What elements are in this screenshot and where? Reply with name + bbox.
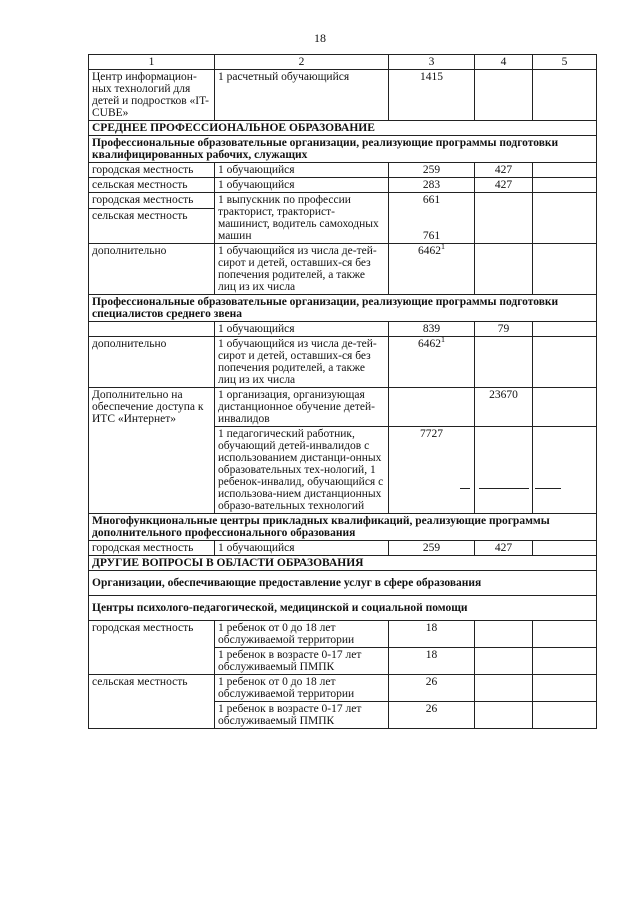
unit-cell: 1 обучающийся bbox=[215, 178, 389, 193]
table-row bbox=[89, 244, 597, 295]
empty-cell bbox=[475, 244, 533, 295]
value-cell bbox=[389, 244, 475, 295]
area-city: городская местность bbox=[89, 193, 214, 209]
empty-cell bbox=[389, 388, 475, 427]
value-cell: 259 bbox=[389, 163, 475, 178]
empty-cell bbox=[475, 70, 533, 121]
table-row bbox=[89, 675, 597, 702]
unit-cell: 1 организация, организующая дистанционное обучение детей-инвалидов bbox=[215, 388, 389, 427]
empty-cell bbox=[533, 178, 597, 193]
area-cell: городская местность bbox=[89, 163, 215, 178]
unit-cell: 1 ребенок в возрасте 0-17 лет обслуживаемый ПМПК bbox=[215, 702, 389, 729]
header-col-3: 3 bbox=[389, 55, 475, 70]
empty-cell bbox=[533, 163, 597, 178]
value-cell: 18 bbox=[389, 648, 475, 675]
table-row bbox=[89, 541, 597, 556]
empty-cell bbox=[533, 388, 597, 427]
unit-cell: 1 расчетный обучающийся bbox=[215, 70, 389, 121]
subsection-row bbox=[89, 596, 597, 621]
value-city: 661 bbox=[422, 194, 441, 206]
empty-cell bbox=[533, 322, 597, 337]
value-cell: 427 bbox=[475, 541, 533, 556]
empty-cell bbox=[475, 337, 533, 388]
empty-cell bbox=[533, 337, 597, 388]
subsection-heading: Многофункциональные центры прикладных квалификаций, реализующие программы дополнительного профессионального образования bbox=[89, 514, 597, 541]
subsection-row bbox=[89, 136, 597, 163]
footnote-mark: 1 bbox=[441, 335, 445, 345]
subsection-row bbox=[89, 295, 597, 322]
table-row bbox=[89, 337, 597, 388]
value-cell: 1415 bbox=[389, 70, 475, 121]
value-cell-split bbox=[389, 193, 475, 244]
unit-cell: 1 обучающийся bbox=[215, 163, 389, 178]
subsection-heading: Центры психолого-педагогической, медицинской и социальной помощи bbox=[89, 596, 597, 621]
value-cell bbox=[389, 427, 475, 514]
empty-cell bbox=[533, 193, 597, 244]
unit-cell: 1 ребенок от 0 до 18 лет обслуживаемой территории bbox=[215, 675, 389, 702]
dash-mark bbox=[479, 488, 529, 489]
area-cell: дополнительно bbox=[89, 244, 215, 295]
empty-cell bbox=[533, 648, 597, 675]
dash-mark bbox=[535, 488, 561, 489]
area-cell: городская местность bbox=[89, 541, 215, 556]
unit-cell: 1 педагогический работник, обучающий детей-инвалидов с использованием дистанци-онных образовательных тех-нологий, 1 ребенок-инвалид, обучающийся с использова-нием дистанционных образо-вательных технологий bbox=[215, 427, 389, 514]
value-cell: 26 bbox=[389, 702, 475, 729]
value-cell: 79 bbox=[475, 322, 533, 337]
subsection-row bbox=[89, 514, 597, 541]
empty-cell bbox=[533, 702, 597, 729]
unit-cell: 1 обучающийся из числа де-тей-сирот и детей, оставших-ся без попечения родителей, а также лиц из их числа bbox=[215, 337, 389, 388]
value-number: 6462 bbox=[418, 245, 441, 257]
unit-cell: 1 ребенок от 0 до 18 лет обслуживаемой территории bbox=[215, 621, 389, 648]
value-cell: 283 bbox=[389, 178, 475, 193]
unit-cell: 1 обучающийся bbox=[215, 541, 389, 556]
table-row bbox=[89, 388, 597, 427]
section-row bbox=[89, 556, 597, 571]
empty-cell bbox=[475, 675, 533, 702]
header-col-1: 1 bbox=[89, 55, 215, 70]
norms-table bbox=[88, 54, 597, 729]
value-cell: 427 bbox=[475, 163, 533, 178]
unit-cell: 1 обучающийся bbox=[215, 322, 389, 337]
header-col-4: 4 bbox=[475, 55, 533, 70]
dash-mark bbox=[460, 488, 470, 489]
value-cell: 259 bbox=[389, 541, 475, 556]
value-cell: 23670 bbox=[475, 388, 533, 427]
header-col-5: 5 bbox=[533, 55, 597, 70]
table-row bbox=[89, 322, 597, 337]
value-cell: 427 bbox=[475, 178, 533, 193]
empty-cell bbox=[475, 702, 533, 729]
subsection-row bbox=[89, 571, 597, 596]
empty-cell bbox=[533, 621, 597, 648]
empty-cell bbox=[533, 541, 597, 556]
table-row bbox=[89, 193, 597, 244]
subsection-heading: Организации, обеспечивающие предоставление услуг в сфере образования bbox=[89, 571, 597, 596]
value-number: 7727 bbox=[420, 428, 443, 440]
area-cell: дополнительно bbox=[89, 337, 215, 388]
subsection-heading: Профессиональные образовательные организации, реализующие программы подготовки специалистов среднего звена bbox=[89, 295, 597, 322]
value-rural: 761 bbox=[422, 230, 441, 242]
empty-cell bbox=[533, 427, 597, 514]
area-cell: городская местность bbox=[89, 621, 215, 675]
empty-cell bbox=[475, 648, 533, 675]
section-heading: СРЕДНЕЕ ПРОФЕССИОНАЛЬНОЕ ОБРАЗОВАНИЕ bbox=[89, 121, 597, 136]
subsection-heading: Профессиональные образовательные организации, реализующие программы подготовки квалифицированных рабочих, служащих bbox=[89, 136, 597, 163]
value-number: 6462 bbox=[418, 338, 441, 350]
unit-cell: 1 обучающийся из числа де-тей-сирот и детей, оставших-ся без попечения родителей, а также лиц из их числа bbox=[215, 244, 389, 295]
value-cell bbox=[389, 337, 475, 388]
empty-cell bbox=[533, 244, 597, 295]
empty-cell bbox=[533, 70, 597, 121]
empty-cell bbox=[475, 621, 533, 648]
page-number: 18 bbox=[314, 31, 326, 45]
empty-cell bbox=[533, 675, 597, 702]
value-cell: 839 bbox=[389, 322, 475, 337]
section-heading: ДРУГИЕ ВОПРОСЫ В ОБЛАСТИ ОБРАЗОВАНИЯ bbox=[89, 556, 597, 571]
area-cell: Дополнительно на обеспечение доступа к ИТС «Интернет» bbox=[89, 388, 215, 514]
org-name-cell: Центр информацион-ных технологий для детей и подростков «IT-CUBE» bbox=[89, 70, 215, 121]
area-cell bbox=[89, 322, 215, 337]
area-cell: сельская местность bbox=[89, 675, 215, 729]
unit-cell: 1 выпускник по профессии тракторист, тракторист-машинист, водитель самоходных машин bbox=[215, 193, 389, 244]
footnote-mark: 1 bbox=[441, 242, 445, 252]
table-row bbox=[89, 70, 597, 121]
value-cell: 26 bbox=[389, 675, 475, 702]
table-row bbox=[89, 163, 597, 178]
area-cell: сельская местность bbox=[89, 178, 215, 193]
header-col-2: 2 bbox=[215, 55, 389, 70]
empty-cell bbox=[475, 427, 533, 514]
value-cell: 18 bbox=[389, 621, 475, 648]
table-row bbox=[89, 621, 597, 648]
section-row bbox=[89, 121, 597, 136]
area-rural: сельская местность bbox=[92, 210, 188, 222]
unit-cell: 1 ребенок в возрасте 0-17 лет обслуживаемый ПМПК bbox=[215, 648, 389, 675]
table-row bbox=[89, 178, 597, 193]
area-cell-split bbox=[89, 193, 215, 244]
header-row bbox=[89, 55, 597, 70]
empty-cell bbox=[475, 193, 533, 244]
